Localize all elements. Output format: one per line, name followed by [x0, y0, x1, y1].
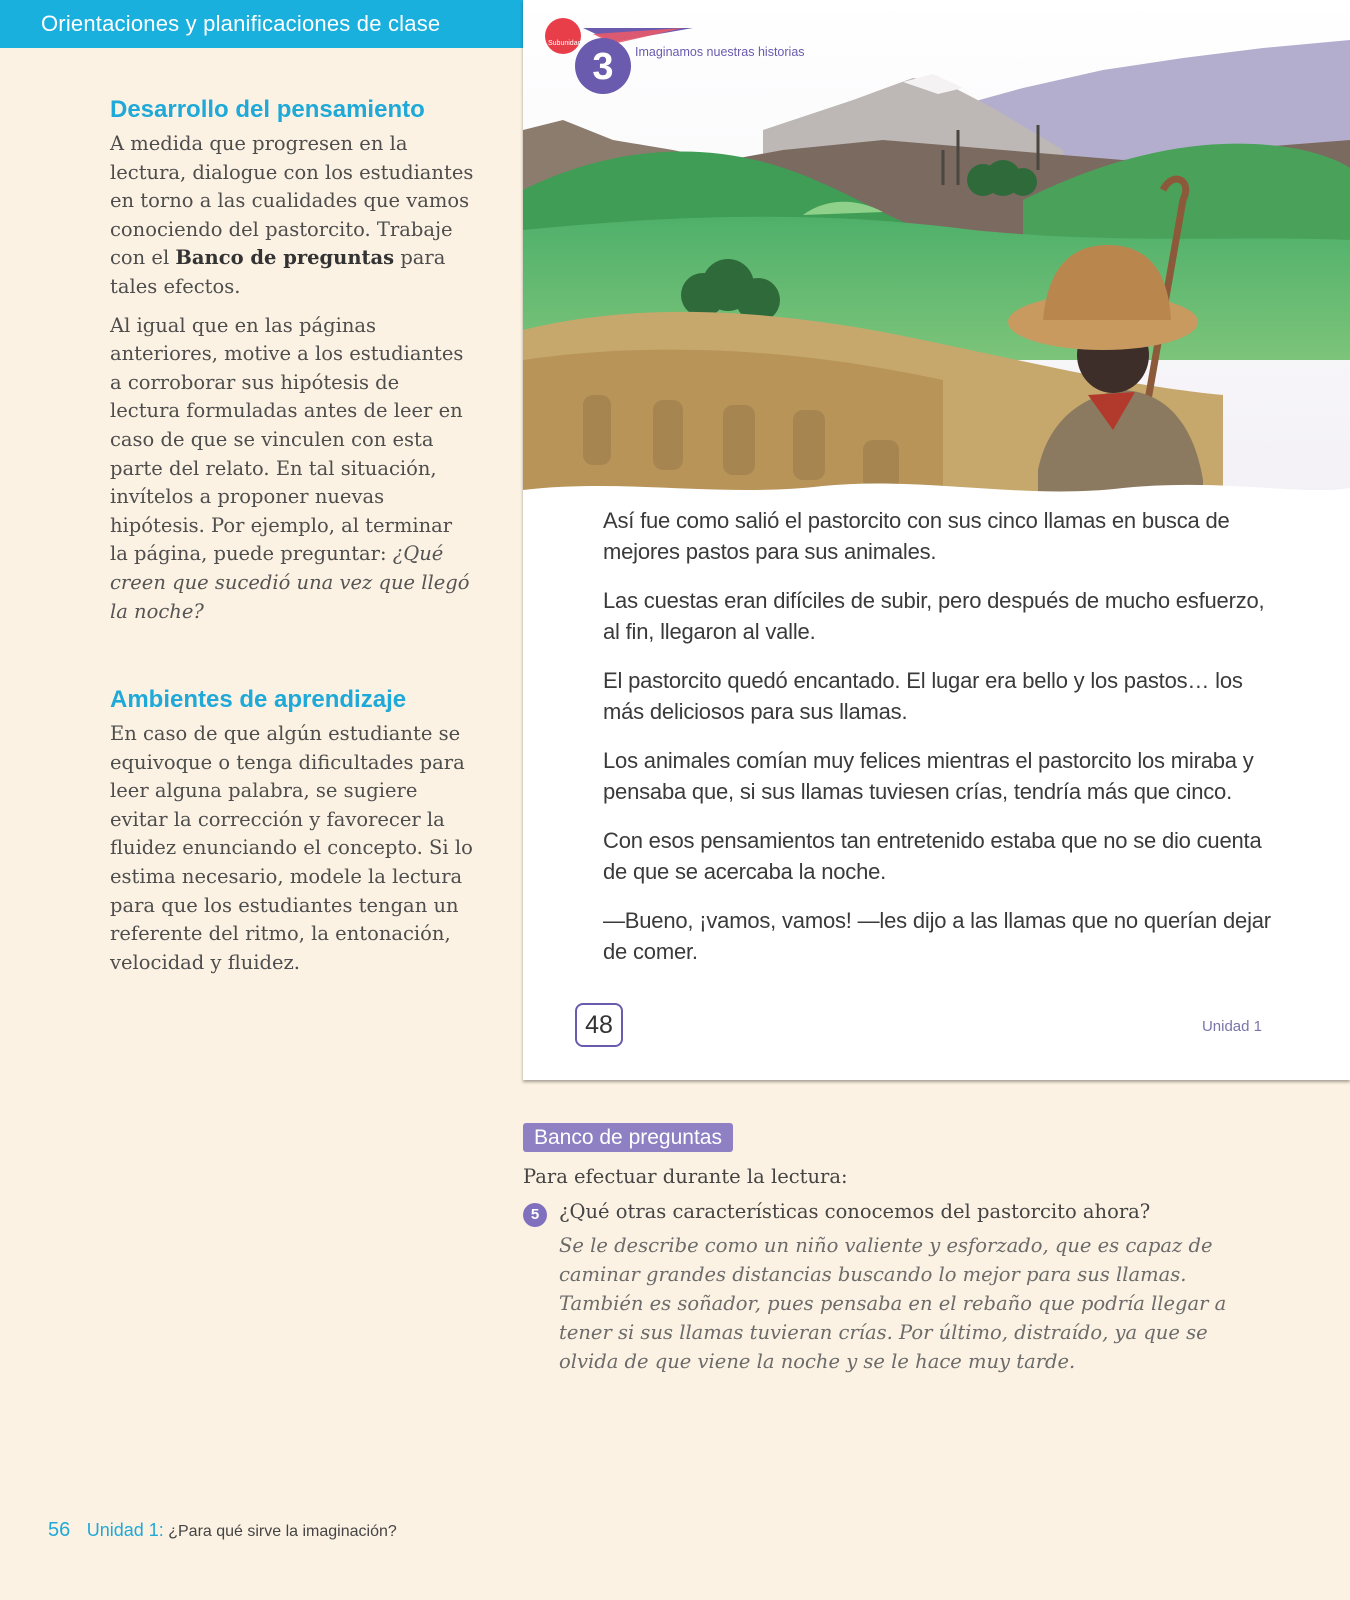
question-text: ¿Qué otras características conocemos del pastorcito ahora?: [559, 1200, 1151, 1223]
subunit-title: Imaginamos nuestras historias: [635, 45, 805, 59]
story-paragraph: Los animales comían muy felices mientras el pastorcito los miraba y pensaba que, si sus llamas tuviesen crías, tendría más que cinco.: [603, 748, 1254, 804]
story-text: [603, 505, 1283, 985]
section-ambientes: [110, 686, 475, 987]
story-paragraph: Con esos pensamientos tan entretenido estaba que no se dio cuenta de que se acercaba la noche.: [603, 828, 1262, 884]
question-number-badge: 5: [523, 1203, 547, 1227]
paragraph: En caso de que algún estudiante se equivoque o tenga dificultades para leer alguna palabra, se sugiere evitar la corrección y favorecer la fluidez enunciando el concepto. Si lo estima necesario, modele la lectura para que los estudiantes tengan un referente del ritmo, la entonación, velocidad y fluidez.: [110, 722, 473, 974]
story-paragraph: El pastorcito quedó encantado. El lugar era bello y los pastos… los más deliciosos para sus llamas.: [603, 668, 1243, 724]
footer: [48, 1519, 397, 1542]
question-answer: Se le describe como un niño valiente y esforzado, que es capaz de caminar grandes distancias buscando lo mejor para sus llamas. También es soñador, pues pensaba en el rebaño que podría llegar a tener si sus llamas tuvieran crías. Por último, distraído, ya que se olvida de que viene la noche y se le hace muy tarde.: [559, 1234, 1227, 1373]
section-title-desarrollo: Desarrollo del pensamiento: [110, 96, 425, 123]
story-paragraph: Así fue como salió el pastorcito con sus cinco llamas en busca de mejores pastos para sus animales.: [603, 508, 1230, 564]
text: A medida que progresen en la lectura, dialogue con los estudiantes en torno a las cualidades que vamos conociendo del pastorcito. Trabaje con el: [110, 132, 474, 270]
section-desarrollo: [110, 96, 475, 636]
section-title-ambientes: Ambientes de aprendizaje: [110, 686, 407, 713]
banco-intro: Para efectuar durante la lectura:: [523, 1165, 848, 1188]
paragraph: [110, 312, 475, 627]
story-paragraph: Las cuestas eran difíciles de subir, pero después de mucho esfuerzo, al fin, llegaron al valle.: [603, 588, 1265, 644]
student-book-page: [523, 0, 1350, 1080]
paragraph: [110, 130, 475, 302]
text: Al igual que en las páginas anteriores, motive a los estudiantes a corroborar sus hipótesis de lectura formuladas antes de leer en caso de que se vinculen con esta parte del relato. En tal situación, invítelos a proponer nuevas hipótesis. Por ejemplo, al terminar la página, puede preguntar:: [110, 313, 464, 566]
book-page-number: 48: [575, 1003, 623, 1047]
footer-page-number: 56: [48, 1519, 71, 1541]
story-paragraph: —Bueno, ¡vamos, vamos! —les dijo a las llamas que no querían dejar de comer.: [603, 908, 1271, 964]
bold-text: Banco de preguntas: [175, 246, 395, 270]
italic-question: ¿Qué creen que sucedió una vez que llegó la noche?: [110, 542, 470, 623]
footer-question: ¿Para qué sirve la imaginación?: [168, 1523, 397, 1540]
subunit-label: Subunidad: [548, 40, 582, 47]
footer-unit: Unidad 1:: [86, 1520, 164, 1540]
subunit-number: 3: [592, 46, 614, 88]
text: para tales efectos.: [110, 246, 446, 298]
header-bar: [0, 0, 523, 48]
banco-preguntas-title: Banco de preguntas: [523, 1123, 733, 1152]
book-unit-label: Unidad 1: [1201, 1018, 1262, 1035]
header-title: Orientaciones y planificaciones de clase: [41, 11, 441, 36]
